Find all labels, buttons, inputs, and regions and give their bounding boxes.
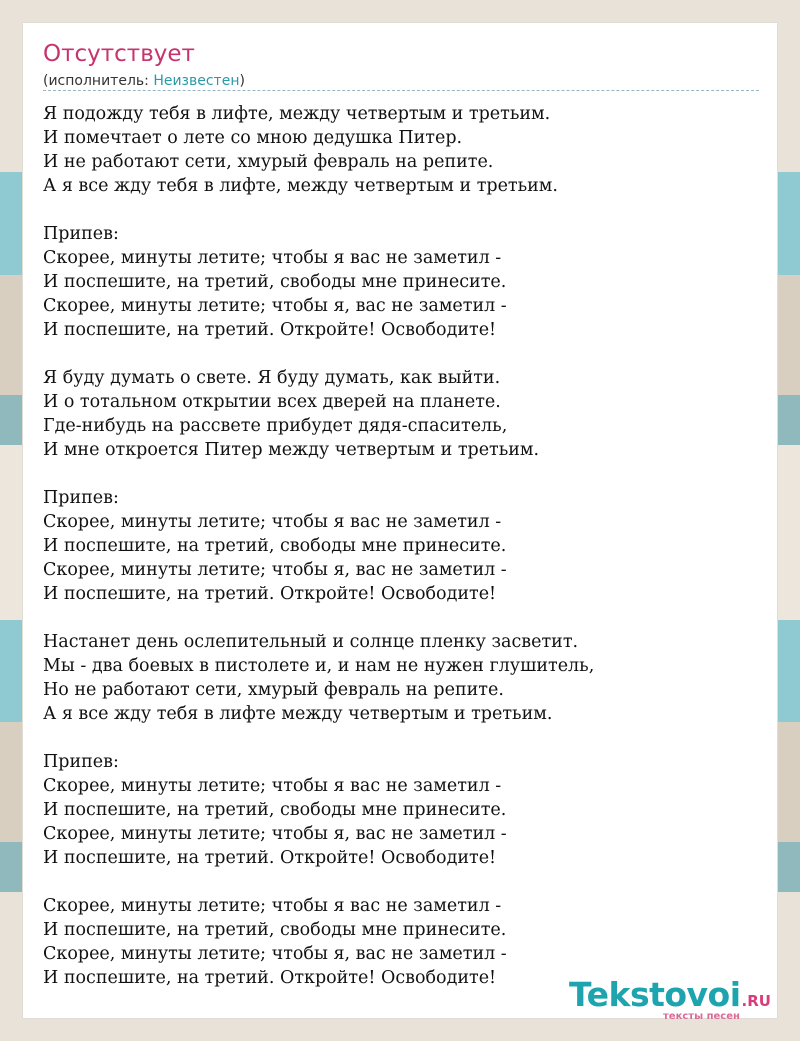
lyrics-line: Скорее, минуты летите; чтобы я вас не заметил - [43,248,502,268]
lyrics-line: И поспешите, на третий, свободы мне принесите. [43,800,507,820]
lyrics-line: Скорее, минуты летите; чтобы я, вас не заметил - [43,296,507,316]
lyrics-stanza [43,222,594,342]
lyrics-line: Скорее, минуты летите; чтобы я, вас не заметил - [43,824,507,844]
logo-wordmark: Tekstovoi [569,975,741,1014]
logo-tld: .RU [741,992,771,1010]
song-title: Отсутствует [43,41,195,67]
lyrics-line: А я все жду тебя в лифте, между четвертым и третьим. [43,176,558,196]
lyrics-line: Настанет день ослепительный и солнце пленку засветит. [43,632,579,652]
lyrics-line: Скорее, минуты летите; чтобы я вас не заметил - [43,512,502,532]
lyrics-line: И о тотальном открытии всех дверей на планете. [43,392,501,412]
artist-suffix: ) [239,73,245,89]
lyrics-line: Скорее, минуты летите; чтобы я вас не заметил - [43,776,502,796]
lyrics-line: Припев: [43,488,119,508]
artist-link[interactable]: Неизвестен [153,73,240,89]
title-divider [43,90,759,91]
lyrics-stanza [43,102,594,198]
lyrics-line: И поспешите, на третий. Откройте! Освободите! [43,584,497,604]
lyrics-line: Припев: [43,752,119,772]
lyrics-line: Я буду думать о свете. Я буду думать, как выйти. [43,368,501,388]
site-logo[interactable] [569,975,771,1022]
lyrics-stanza [43,366,594,462]
lyrics-line: А я все жду тебя в лифте между четвертым и третьим. [43,704,553,724]
lyrics-stanza [43,486,594,606]
artist-prefix: (исполнитель: [43,73,154,89]
lyrics-stanza [43,630,594,726]
lyrics-line: Скорее, минуты летите; чтобы я вас не заметил - [43,896,502,916]
lyrics-line: Я подожду тебя в лифте, между четвертым и третьим. [43,104,551,124]
artist-line [43,73,245,89]
lyrics-line: Где-нибудь на рассвете прибудет дядя-спаситель, [43,416,508,436]
lyrics-line: И поспешите, на третий, свободы мне принесите. [43,920,507,940]
lyrics-line: И помечтает о лете со мною дедушка Питер. [43,128,463,148]
lyrics-line: И поспешите, на третий. Откройте! Освободите! [43,848,497,868]
lyrics-line: И поспешите, на третий. Откройте! Освободите! [43,968,497,988]
lyrics-line: Скорее, минуты летите; чтобы я, вас не заметил - [43,944,507,964]
lyrics-stanza [43,750,594,870]
lyrics-line: И не работают сети, хмурый февраль на репите. [43,152,494,172]
lyrics-line: Мы - два боевых в пистолете и, и нам не нужен глушитель, [43,656,595,676]
lyrics-card [22,22,778,1022]
lyrics-line: И поспешите, на третий, свободы мне принесите. [43,536,507,556]
logo-tagline: тексты песен [663,1011,740,1022]
lyrics-line: Припев: [43,224,119,244]
lyrics-line: И мне откроется Питер между четвертым и третьим. [43,440,540,460]
lyrics-line: Скорее, минуты летите; чтобы я, вас не заметил - [43,560,507,580]
lyrics-line: Но не работают сети, хмурый февраль на репите. [43,680,504,700]
lyrics-line: И поспешите, на третий. Откройте! Освободите! [43,320,497,340]
lyrics-line: И поспешите, на третий, свободы мне принесите. [43,272,507,292]
lyrics-stanza [43,894,594,990]
lyrics-text [43,102,594,990]
